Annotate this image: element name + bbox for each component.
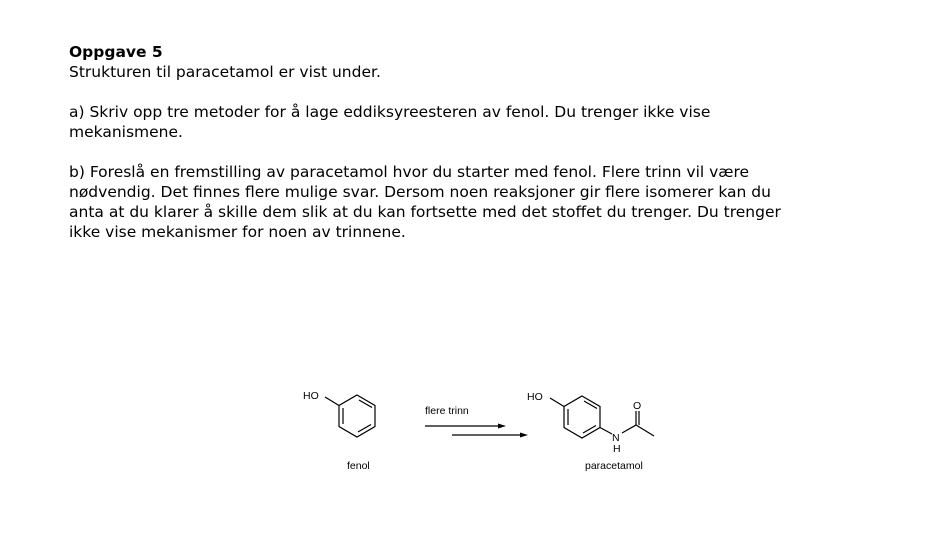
phenol-oh-bond bbox=[325, 397, 339, 406]
paracetamol-oh-bond bbox=[550, 398, 564, 407]
question-a bbox=[69, 102, 889, 142]
paracetamol-double-bond-2 bbox=[583, 426, 596, 434]
phenol-double-bond-1 bbox=[359, 400, 372, 408]
task-heading: Oppgave 5 bbox=[69, 43, 163, 61]
reaction-arrow-head-2 bbox=[520, 433, 528, 438]
paracetamol-double-bond-1 bbox=[584, 401, 597, 409]
task-intro: Strukturen til paracetamol er vist under. bbox=[69, 63, 381, 81]
paracetamol-benzene-ring bbox=[564, 396, 600, 438]
paracetamol-nh-hydrogen-label: H bbox=[613, 443, 621, 455]
document-body bbox=[69, 42, 889, 242]
reaction-arrow-group bbox=[425, 405, 528, 438]
paracetamol-oxygen-label: O bbox=[633, 400, 642, 412]
paracetamol-methyl-bond bbox=[636, 425, 654, 436]
reaction-arrow-label: flere trinn bbox=[425, 405, 469, 417]
paracetamol-structure bbox=[527, 391, 654, 472]
paracetamol-c-n-bond bbox=[600, 428, 612, 435]
paracetamol-nitrogen-label: N bbox=[612, 432, 620, 444]
paracetamol-oh-label: HO bbox=[527, 391, 543, 403]
phenol-double-bond-2 bbox=[358, 425, 371, 433]
question-a-line-1: a) Skriv opp tre metoder for å lage eddiksyreesteren av fenol. Du trenger ikke vise bbox=[69, 103, 711, 121]
paracetamol-name-label: paracetamol bbox=[585, 460, 643, 472]
phenol-name-label: fenol bbox=[347, 460, 370, 472]
question-b-line-3: anta at du klarer å skille dem slik at du kan fortsette med det stoffet du trenger. Du trenger bbox=[69, 203, 781, 221]
paracetamol-n-carbonyl-bond bbox=[622, 425, 636, 433]
phenol-oh-label: HO bbox=[303, 390, 319, 402]
reaction-arrow-head-1 bbox=[498, 424, 506, 429]
question-b bbox=[69, 162, 889, 242]
question-b-line-4: ikke vise mekanismer for noen av trinnene. bbox=[69, 223, 406, 241]
question-b-line-2: nødvendig. Det finnes flere mulige svar. Dersom noen reaksjoner gir flere isomerer kan du bbox=[69, 183, 771, 201]
question-b-line-1: b) Foreslå en fremstilling av paracetamol hvor du starter med fenol. Flere trinn vil være bbox=[69, 163, 750, 181]
phenol-benzene-ring bbox=[339, 395, 375, 437]
phenol-structure bbox=[303, 390, 375, 472]
question-a-line-2: mekanismene. bbox=[69, 123, 183, 141]
